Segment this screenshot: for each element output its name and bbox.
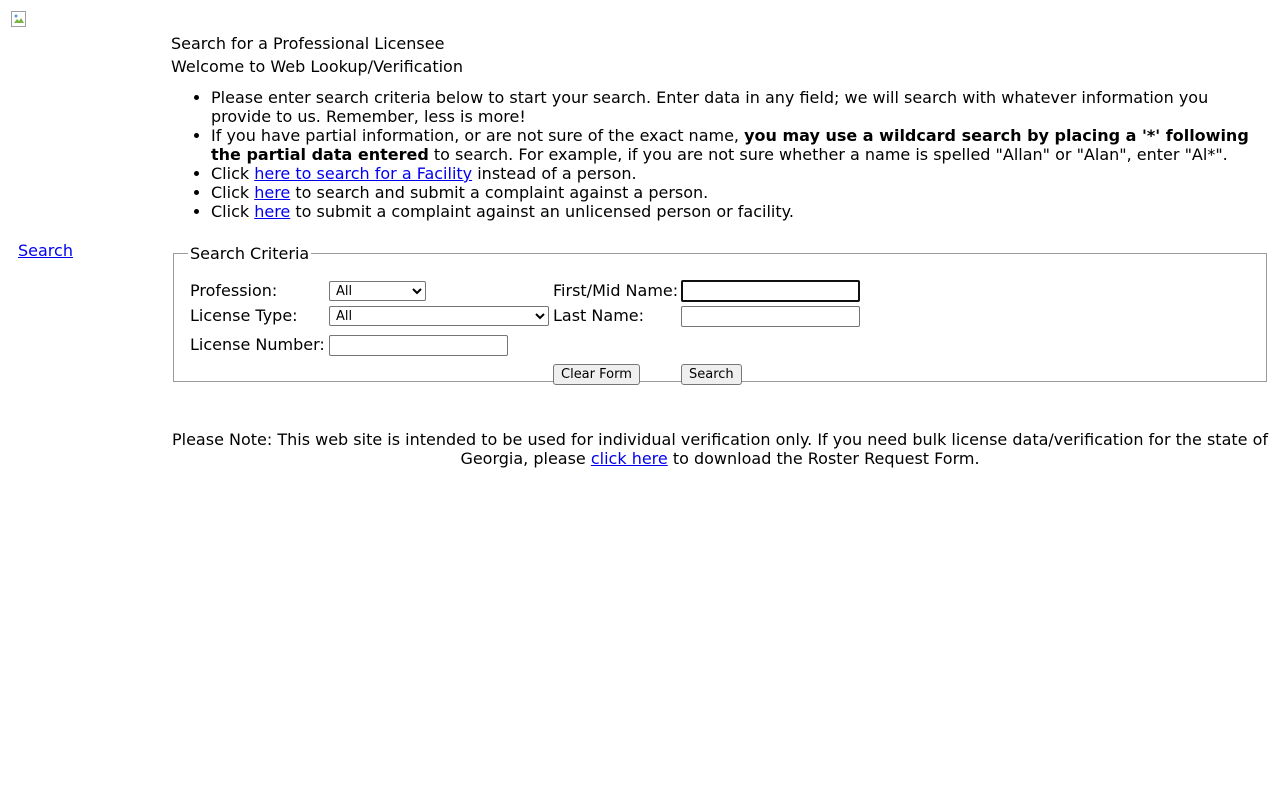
instruction-text: to search. For example, if you are not sure whether a name is spelled "Allan" or "Alan", enter "Al*". — [428, 145, 1228, 164]
last-name-input[interactable] — [681, 306, 860, 327]
license-type-select[interactable] — [329, 306, 549, 326]
clear-form-button[interactable]: Clear Form — [553, 364, 640, 385]
broken-image-icon — [11, 11, 27, 27]
first-mid-name-label: First/Mid Name: — [553, 281, 679, 300]
page-subtitle: Welcome to Web Lookup/Verification — [171, 57, 463, 76]
search-criteria-legend: Search Criteria — [190, 244, 310, 263]
last-name-label: Last Name: — [553, 306, 645, 325]
search-button[interactable]: Search — [681, 364, 742, 385]
person-complaint-link[interactable]: here — [254, 183, 291, 202]
license-number-input[interactable] — [329, 335, 508, 356]
list-item — [211, 88, 1267, 126]
unlicensed-complaint-link[interactable]: here — [254, 202, 291, 221]
nav-search-link[interactable]: Search — [18, 241, 73, 260]
instructions-list — [171, 88, 1267, 221]
instruction-text: Please enter search criteria below to start your search. Enter data in any field; we will search with whatever information you provide to us. Remember, less is more! — [211, 88, 1209, 126]
instruction-text: If you have partial information, or are not sure of the exact name, — [211, 126, 745, 145]
license-type-label: License Type: — [190, 306, 298, 325]
roster-request-link[interactable]: click here — [590, 449, 668, 468]
list-item — [211, 202, 1267, 221]
main-content — [171, 32, 1269, 468]
profession-select[interactable] — [329, 281, 426, 301]
search-criteria-fieldset — [173, 244, 1267, 382]
instruction-text: instead of a person. — [472, 164, 637, 183]
facility-search-link[interactable]: here to search for a Facility — [254, 164, 473, 183]
profession-label: Profession: — [190, 281, 278, 300]
list-item — [211, 183, 1267, 202]
instruction-text: Click — [211, 164, 255, 183]
instruction-text: to search and submit a complaint against a person. — [290, 183, 709, 202]
note-text: Please Note: This web site is intended to be used for individual verification only. If you need bulk license data/verification for the state of Georgia, please — [171, 430, 1269, 468]
instruction-text: Click — [211, 202, 255, 221]
note-text: to download the Roster Request Form. — [667, 449, 980, 468]
instruction-text: Click — [211, 183, 255, 202]
list-item — [211, 126, 1267, 164]
instruction-text: to submit a complaint against an unlicensed person or facility. — [290, 202, 794, 221]
roster-note — [171, 430, 1269, 468]
left-nav — [18, 241, 73, 260]
wildcard-tip: you may use a wildcard search by placing a '*' following the partial data entered — [211, 126, 1249, 164]
first-mid-name-input[interactable] — [681, 280, 860, 302]
page-title: Search for a Professional Licensee — [171, 34, 445, 53]
license-number-label: License Number: — [190, 335, 325, 354]
list-item — [211, 164, 1267, 183]
